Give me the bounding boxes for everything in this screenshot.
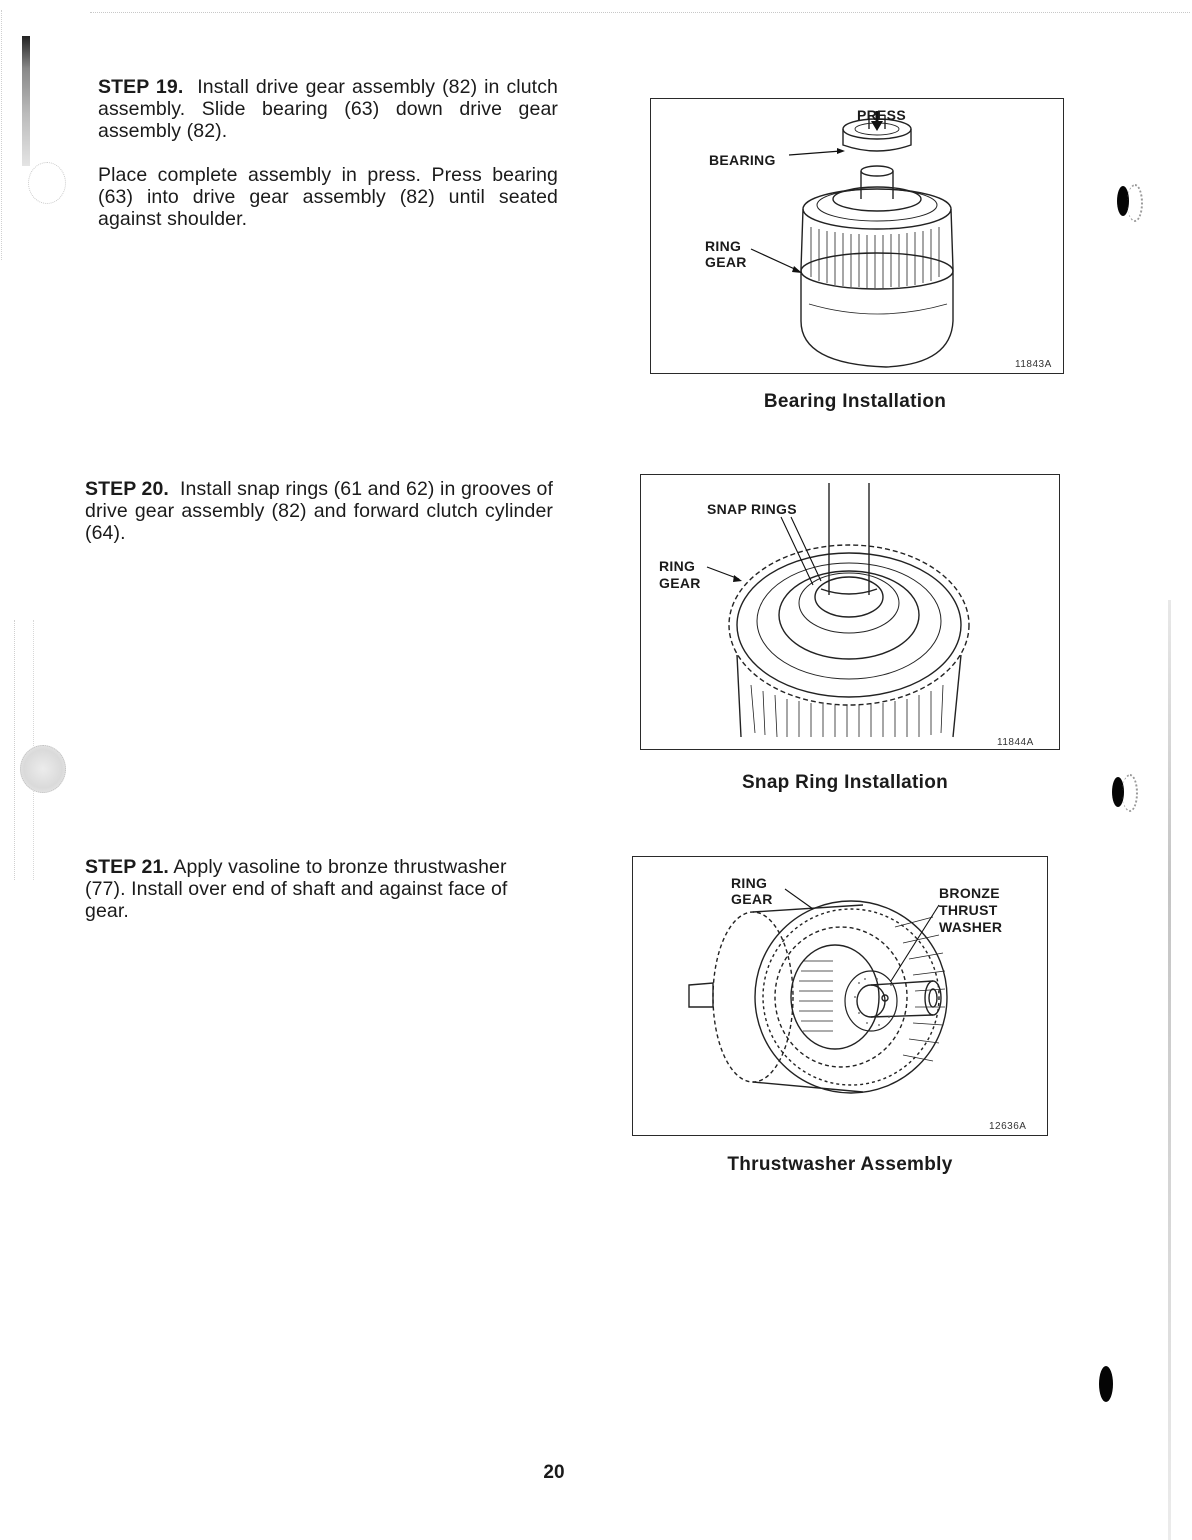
snap-ring-illustration: [641, 475, 1059, 749]
scan-hole-mark: [20, 745, 66, 793]
figure-code: 11843A: [1015, 359, 1052, 370]
bearing-assembly-illustration: [651, 99, 1063, 373]
step-label: STEP 20.: [85, 478, 169, 500]
callout-bronze-thrust-washer: THRUST: [939, 902, 998, 918]
scan-edge-right: [1168, 600, 1171, 1540]
scan-edge-top: [90, 12, 1190, 13]
step-text: Apply vasoline to bronze thrustwasher (77). Install over end of shaft and against face of gear.: [85, 856, 508, 922]
callout-snap-rings: SNAP RINGS: [707, 501, 797, 517]
scan-edge-left: [1, 10, 2, 260]
step-label: STEP 19.: [98, 76, 184, 98]
figure-snap-ring-installation: [640, 474, 1060, 750]
step-19: [98, 76, 558, 230]
callout-ring-gear: RING: [659, 558, 696, 574]
callout-bronze-thrust-washer: BRONZE: [939, 885, 1000, 901]
callout-ring-gear: RING: [705, 238, 742, 254]
figure-thrustwasher-assembly: [632, 856, 1048, 1136]
step-text: Install snap rings (61 and 62) in grooves of drive gear assembly (82) and forward clutch cylinder (64).: [85, 478, 554, 544]
step-20: [85, 478, 553, 544]
page-number: 20: [543, 1462, 565, 1483]
callout-bearing: BEARING: [709, 152, 776, 168]
callout-ring-gear: GEAR: [659, 575, 701, 591]
punch-hole-ring: [1127, 184, 1143, 222]
binding-shadow: [22, 36, 30, 166]
figure-code: 11844A: [997, 737, 1034, 748]
figure-caption: Thrustwasher Assembly: [727, 1154, 953, 1175]
callout-bronze-thrust-washer: WASHER: [939, 919, 1003, 935]
callout-ring-gear: RING: [731, 875, 768, 891]
figure-caption: Snap Ring Installation: [741, 772, 949, 793]
callout-press: PRESS: [857, 107, 906, 123]
figure-code: 12636A: [989, 1121, 1027, 1132]
punch-hole-ring: [1122, 774, 1138, 812]
callout-ring-gear: GEAR: [731, 891, 773, 907]
punch-hole-icon: [1099, 1366, 1113, 1402]
step-text: Install drive gear assembly (82) in clutch assembly. Slide bearing (63) down drive gear assembly (82).: [98, 76, 558, 142]
figure-caption: Bearing Installation: [763, 391, 947, 412]
figure-bearing-installation: [650, 98, 1064, 374]
scan-hole-mark: [28, 162, 66, 204]
step-text: Place complete assembly in press. Press bearing (63) into drive gear assembly (82) until seated against shoulder.: [98, 164, 558, 230]
callout-ring-gear: GEAR: [705, 254, 747, 270]
step-21: [85, 856, 545, 922]
step-label: STEP 21.: [85, 856, 169, 878]
